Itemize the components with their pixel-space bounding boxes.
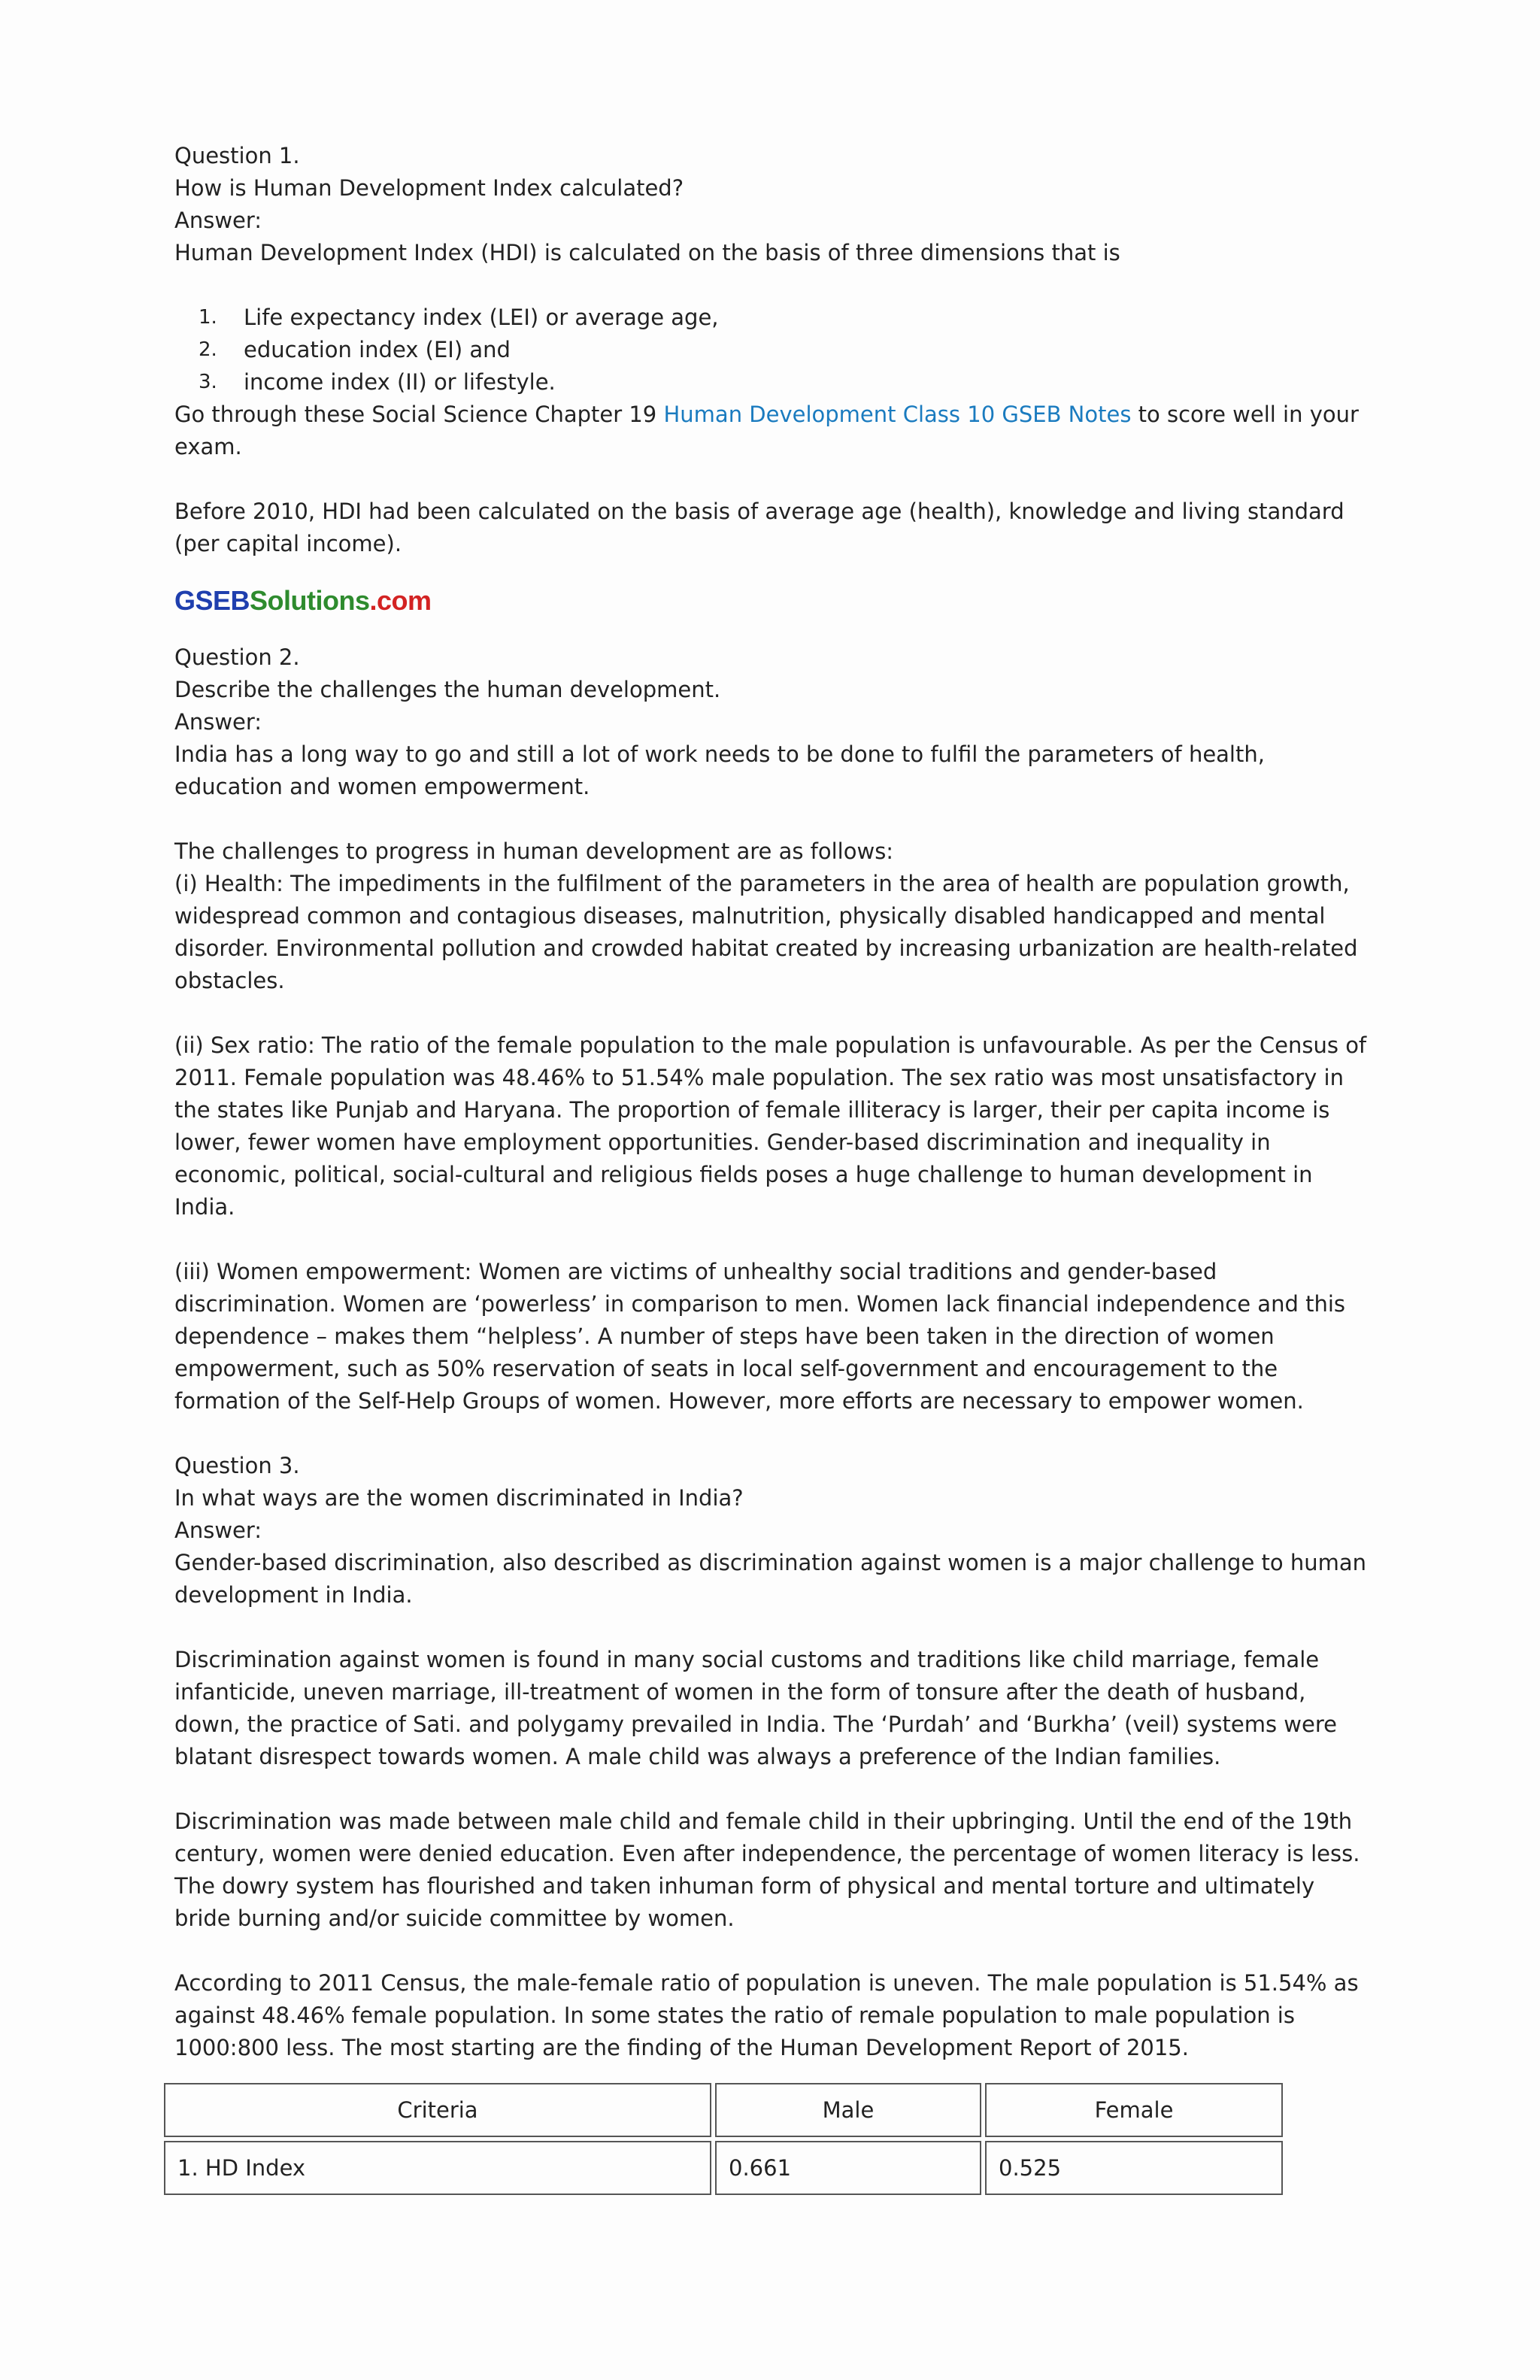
question-2-label: Question 2. [174,644,300,670]
table-cell-criteria: 1. HD Index [164,2141,711,2195]
list-item-text: income index (II) or lifestyle. [244,369,556,395]
question-1-label: Question 1. [174,143,300,168]
list-item [174,302,1370,334]
table-cell-male: 0.661 [715,2141,981,2195]
answer-1-intro: Human Development Index (HDI) is calculated on the basis of three dimensions that is [174,240,1120,265]
gseb-notes-link[interactable]: Human Development Class 10 GSEB Notes [663,402,1132,427]
list-item [174,366,1370,399]
gseb-solutions-logo [174,579,1370,623]
logo-part-com: .com [369,585,432,616]
table-header-criteria: Criteria [164,2083,711,2137]
logo-part-solutions: Solutions [250,585,370,616]
answer-2-text: India has a long way to go and still a lot of work needs to be done to fulfil the parameters of health, education and women empowerment. [174,741,1265,799]
answer-3-paragraph-2: Discrimination was made between male child and female child in their upbringing. Until the end of the 19th century, women were denied education. Even after independence, the percentage of women literacy is less. The dowry system has flourished and taken inhuman form of physical and mental torture and ultimately bride burning and/or suicide committee by women. [174,1808,1360,1931]
promo-text-after: to score well in your exam. [174,402,1359,459]
answer-3-text: Gender-based discrimination, also described as discrimination against women is a major challenge to human development in India. [174,1550,1367,1608]
list-item-text: Life expectancy index (LEI) or average age, [244,305,719,330]
list-item [174,334,1370,366]
answer-3-label: Answer: [174,1517,262,1543]
table-header-male: Male [715,2083,981,2137]
challenges-intro: The challenges to progress in human development are as follows: [174,838,894,864]
question-1-text: How is Human Development Index calculated? [174,175,684,201]
answer-2-label: Answer: [174,709,262,735]
hdi-dimensions-list [174,302,1370,399]
challenge-women-empowerment: (iii) Women empowerment: Women are victims of unhealthy social traditions and gender-based discrimination. Women are ‘powerless’ in comparison to men. Women lack financial independence and this dependence – makes them “helpless’. A number of steps have been taken in the direction of women empowerment, such as 50% reservation of seats in local self-government and encouragement to the formation of the Self-Help Groups of women. However, more efforts are necessary to empower women. [174,1259,1345,1414]
hdi-gender-table [160,2079,1287,2199]
answer-3-paragraph-3: According to 2011 Census, the male-female ratio of population is uneven. The male population is 51.54% as against 48.46% female population. In some states the ratio of remale population to male population is 1000:800 less. The most starting are the finding of the Human Development Report of 2015. [174,1970,1359,2060]
challenge-health: (i) Health: The impediments in the fulfilment of the parameters in the area of health are population growth, widespread common and contagious diseases, malnutrition, physically disabled handicapped and mental disorder. Environmental pollution and crowded habitat created by increasing urbanization are health-related obstacles. [174,871,1358,993]
table-row [164,2141,1283,2195]
promo-paragraph [174,399,1370,463]
question-3-text: In what ways are the women discriminated in India? [174,1485,744,1511]
answer-1-label: Answer: [174,208,262,233]
list-item-text: education index (EI) and [244,337,511,362]
list-item-number: 1. [199,306,217,329]
table-cell-female: 0.525 [985,2141,1283,2195]
article-content [174,140,1370,2064]
table-header-row [164,2083,1283,2137]
challenge-sex-ratio: (ii) Sex ratio: The ratio of the female population to the male population is unfavourable. As per the Census of 2011. Female population was 48.46% to 51.54% male population. The sex ratio was most unsatisfactory in the states like Punjab and Haryana. The proportion of female illiteracy is larger, their per capita income is lower, fewer women have employment opportunities. Gender-based discrimination and inequality in economic, political, social-cultural and religious fields poses a huge challenge to human development in India. [174,1032,1367,1220]
list-item-number: 3. [199,371,217,393]
answer-3-paragraph-1: Discrimination against women is found in many social customs and traditions like child marriage, female infanticide, uneven marriage, ill-treatment of women in the form of tonsure after the death of husband, down, the practice of Sati. and polygamy prevailed in India. The ‘Purdah’ and ‘Burkha’ (veil) systems were blatant disrespect towards women. A male child was always a preference of the Indian families. [174,1647,1337,1769]
answer-1-paragraph: Before 2010, HDI had been calculated on the basis of average age (health), knowledge and living standard (per capital income). [174,499,1344,556]
logo-part-gseb: GSEB [174,585,250,616]
promo-text-before: Go through these Social Science Chapter 19 [174,402,664,427]
list-item-number: 2. [199,338,217,361]
table-header-female: Female [985,2083,1283,2137]
question-2-text: Describe the challenges the human development. [174,677,721,702]
question-3-label: Question 3. [174,1453,300,1478]
